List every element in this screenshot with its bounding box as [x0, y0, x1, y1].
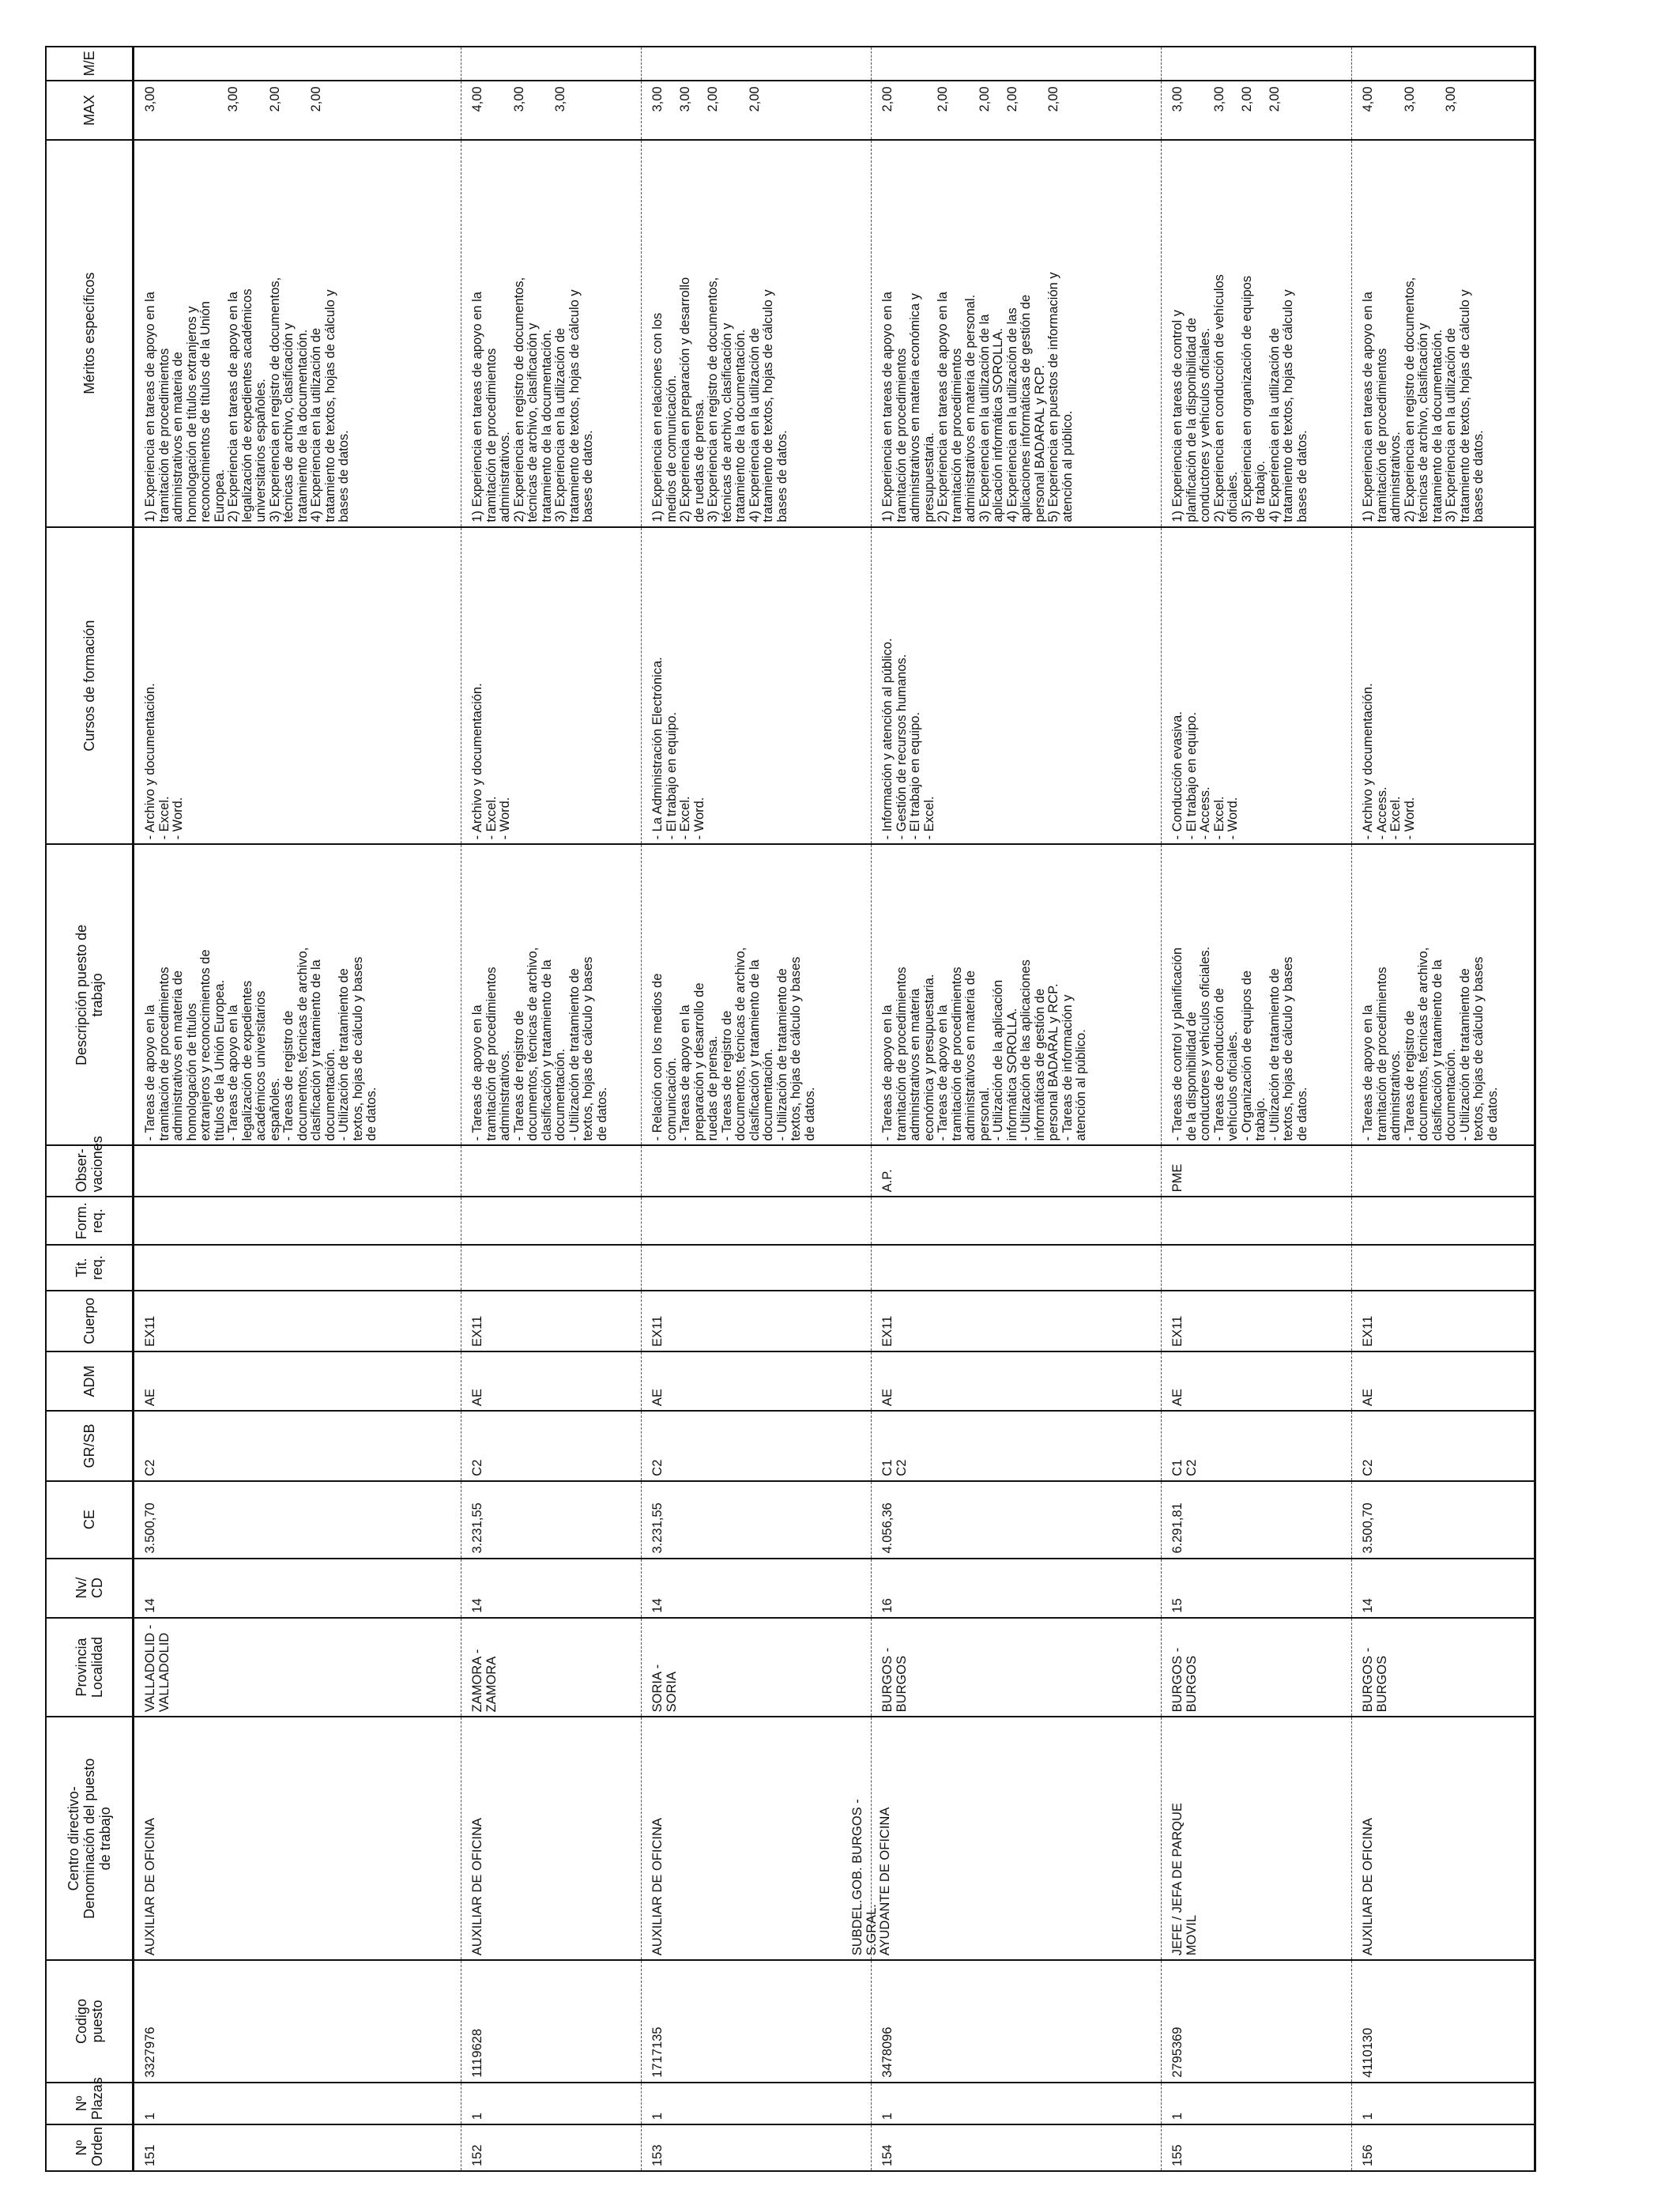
cell-centro: AUXILIAR DE OFICINA — [642, 1717, 872, 1960]
max-score: 2,00 — [267, 86, 282, 112]
cell-ce: 3.500,70 — [1352, 1481, 1535, 1559]
cell-meritos: 1) Experiencia en tareas de apoyo en la tramitación de procedimientos administrativos. 2) Experiencia en registro de documentos, técnicas de archivo, clasificación y tratamiento de la documentación. 3) Experiencia en la utilización de tratamiento de textos, hojas de cálculo y bases de datos. — [1352, 140, 1535, 527]
header-provincia: Provincia Localidad — [46, 1618, 134, 1717]
max-score: 2,00 — [747, 86, 762, 112]
cell-form — [872, 1197, 1162, 1245]
cell-max — [872, 81, 1162, 139]
cell-me — [134, 47, 461, 81]
cell-form — [1162, 1197, 1352, 1245]
cell-cursos: - Conducción evasiva. - El trabajo en equipo. - Access. - Excel. - Word. — [1162, 527, 1352, 845]
cell-cuerpo: EX11 — [642, 1291, 872, 1351]
header-me: M/E — [46, 47, 134, 81]
cell-centro: AUXILIAR DE OFICINA — [461, 1717, 642, 1960]
cell-nivel: 16 — [872, 1559, 1162, 1618]
cell-centro: JEFE / JEFA DE PARQUE MOVIL — [1162, 1717, 1352, 1960]
cell-tit — [461, 1245, 642, 1291]
cell-plazas: 1 — [1162, 2083, 1352, 2125]
cell-nivel: 14 — [1352, 1559, 1535, 1618]
max-score: 4,00 — [470, 86, 484, 112]
header-adm: ADM — [46, 1351, 134, 1411]
cell-ce: 3.231,55 — [642, 1481, 872, 1559]
cell-adm: AE — [461, 1351, 642, 1411]
table-row — [1352, 47, 1535, 2171]
cell-orden: 151 — [134, 2124, 461, 2171]
cell-tit — [872, 1245, 1162, 1291]
cell-provincia: ZAMORA - ZAMORA — [461, 1618, 642, 1717]
cell-max — [461, 81, 642, 139]
header-orden: Nº Orden — [46, 2124, 134, 2171]
cell-me — [642, 47, 872, 81]
cell-form — [461, 1197, 642, 1245]
cell-nivel: 14 — [642, 1559, 872, 1618]
cell-cursos: - Archivo y documentación. - Access. - Excel. - Word. — [1352, 527, 1535, 845]
cell-form — [1352, 1197, 1535, 1245]
header-ce: CE — [46, 1481, 134, 1559]
cell-descripcion: - Tareas de apoyo en la tramitación de procedimientos administrativos en materia de homologación de títulos extranjeros y reconocimientos de títulos de la Unión Europea. - Tareas de apoyo en la legalización de expedientes académicos universitarios españoles. - Tareas de registro de documentos, técnicas de archivo, clasificación y tratamiento de la documentación. - Utilización de tratamiento de textos, hojas de cálculo y bases de datos. — [134, 844, 461, 1145]
cell-obs: PME — [1162, 1145, 1352, 1197]
cell-max — [1352, 81, 1535, 139]
cell-meritos: 1) Experiencia en tareas de apoyo en la tramitación de procedimientos administrativos. 2) Experiencia en registro de documentos, técnicas de archivo, clasificación y tratamiento de la documentación. 3) Experiencia en la utilización de tratamiento de textos, hojas de cálculo y bases de datos. — [461, 140, 642, 527]
cell-descripcion: - Tareas de control y planificación de la disponibilidad de conductores y vehículos oficiales. - Tareas de conducción de vehículos oficiales. - Organización de equipos de trabajo. - Utilización de tratamiento de textos, hojas de cálculo y bases de datos. — [1162, 844, 1352, 1145]
cell-provincia: SORIA - SORIA — [642, 1618, 872, 1717]
max-score: 3,00 — [1211, 86, 1226, 112]
cell-plazas: 1 — [872, 2083, 1162, 2125]
cell-tit — [642, 1245, 872, 1291]
cell-nivel: 14 — [461, 1559, 642, 1618]
centro-text: SUBDEL.GOB. BURGOS - S.GRAL. AYUDANTE DE OFICINA — [850, 1799, 892, 1956]
cell-codigo: 1119628 — [461, 1960, 642, 2082]
cell-descripcion: - Relación con los medios de comunicación. - Tareas de apoyo en la preparación y desarrollo de ruedas de prensa. - Tareas de registro de documentos, técnicas de archivo, clasificación y tratamiento de la documentación. - Utilización de tratamiento de textos, hojas de cálculo y bases de datos. — [642, 844, 872, 1145]
cell-me — [461, 47, 642, 81]
cell-me — [1352, 47, 1535, 81]
cell-provincia: VALLADOLID - VALLADOLID — [134, 1618, 461, 1717]
cell-orden: 153 — [642, 2124, 872, 2171]
cell-max — [1162, 81, 1352, 139]
cell-meritos: 1) Experiencia en relaciones con los medios de comunicación. 2) Experiencia en preparación y desarrollo de ruedas de prensa. 3) Experiencia en registro de documentos, técnicas de archivo, clasificación y tratamiento de la documentación. 4) Experiencia en la utilización de tratamiento de textos, hojas de cálculo y bases de datos. — [642, 140, 872, 527]
cell-adm: AE — [134, 1351, 461, 1411]
cell-adm: AE — [1162, 1351, 1352, 1411]
header-form: Form. req. — [46, 1197, 134, 1245]
max-score: 3,00 — [553, 86, 567, 112]
cell-codigo: 3478096 — [872, 1960, 1162, 2082]
cell-nivel: 15 — [1162, 1559, 1352, 1618]
max-score: 2,00 — [1046, 86, 1060, 112]
max-score: 3,00 — [650, 86, 665, 112]
cell-descripcion: - Tareas de apoyo en la tramitación de procedimientos administrativos. - Tareas de registro de documentos, técnicas de archivo, clasificación y tratamiento de la documentación. - Utilización de tratamiento de textos, hojas de cálculo y bases de datos. — [461, 844, 642, 1145]
cell-descripcion: - Tareas de apoyo en la tramitación de procedimientos administrativos. - Tareas de registro de documentos, técnicas de archivo, clasificación y tratamiento de la documentación. - Utilización de tratamiento de textos, hojas de cálculo y bases de datos. — [1352, 844, 1535, 1145]
header-max: MAX — [46, 81, 134, 139]
cell-cuerpo: EX11 — [461, 1291, 642, 1351]
header-codigo: Codigo puesto — [46, 1960, 134, 2082]
cell-form — [642, 1197, 872, 1245]
max-score: 4,00 — [1361, 86, 1375, 112]
table-row — [134, 47, 461, 2171]
cell-grupo: C1 C2 — [872, 1411, 1162, 1481]
cell-cursos: - Información y atención al público. - Gestión de recursos humanos. - El trabajo en equipo. - Excel. — [872, 527, 1162, 845]
table-row — [461, 47, 642, 2171]
max-score: 2,00 — [977, 86, 992, 112]
cell-cuerpo: EX11 — [1162, 1291, 1352, 1351]
cell-codigo: 2795369 — [1162, 1960, 1352, 2082]
cell-codigo: 1717135 — [642, 1960, 872, 2082]
cell-tit — [1352, 1245, 1535, 1291]
cell-me — [1162, 47, 1352, 81]
table-row — [1162, 47, 1352, 2171]
cell-cuerpo: EX11 — [1352, 1291, 1535, 1351]
cell-tit — [134, 1245, 461, 1291]
table-row — [872, 47, 1162, 2171]
cell-cuerpo: EX11 — [134, 1291, 461, 1351]
max-score: 2,00 — [706, 86, 720, 112]
cell-obs — [461, 1145, 642, 1197]
cell-codigo: 4110130 — [1352, 1960, 1535, 2082]
header-obs: Obser- vaciones — [46, 1145, 134, 1197]
max-score: 3,00 — [143, 86, 157, 112]
cell-plazas: 1 — [642, 2083, 872, 2125]
cell-centro: AUXILIAR DE OFICINA — [134, 1717, 461, 1960]
max-score: 2,00 — [1004, 86, 1019, 112]
max-score: 2,00 — [880, 86, 895, 112]
cell-tit — [1162, 1245, 1352, 1291]
max-score: 3,00 — [1170, 86, 1185, 112]
header-descripcion: Descripción puesto de trabajo — [46, 844, 134, 1145]
cell-cursos: - Archivo y documentación. - Excel. - Word. — [461, 527, 642, 845]
header-plazas: Nº Plazas — [46, 2083, 134, 2125]
cell-meritos: 1) Experiencia en tareas de apoyo en la tramitación de procedimientos administrativos en materia económica y presupuestaria. 2) Experiencia en tareas de apoyo en la tramitación de procedimientos administrativos en materia de personal. 3) Experiencia en la utilización de la aplicación informática SOROLLA. 4) Experiencia en la utilización de las aplicaciones informáticas de gestión de personal BADARAL y RCP. 5) Experiencia en puestos de información y atención al público. — [872, 140, 1162, 527]
cell-grupo: C2 — [1352, 1411, 1535, 1481]
cell-provincia: BURGOS - BURGOS — [1162, 1618, 1352, 1717]
cell-orden: 154 — [872, 2124, 1162, 2171]
cell-plazas: 1 — [1352, 2083, 1535, 2125]
cell-ce: 3.500,70 — [134, 1481, 461, 1559]
cell-max — [134, 81, 461, 139]
header-grupo: GR/SB — [46, 1411, 134, 1481]
cell-adm: AE — [642, 1351, 872, 1411]
max-score: 3,00 — [1444, 86, 1458, 112]
header-cuerpo: Cuerpo — [46, 1291, 134, 1351]
header-centro: Centro directivo- Denominación del puesto de trabajo — [46, 1717, 134, 1960]
max-score: 2,00 — [309, 86, 323, 112]
max-score: 3,00 — [1402, 86, 1417, 112]
header-cursos: Cursos de formación — [46, 527, 134, 845]
cell-centro: AUXILIAR DE OFICINA — [1352, 1717, 1535, 1960]
cell-grupo: C2 — [461, 1411, 642, 1481]
cell-max — [642, 81, 872, 139]
cell-plazas: 1 — [461, 2083, 642, 2125]
max-score: 2,00 — [1267, 86, 1282, 112]
header-row — [46, 47, 134, 2171]
max-score: 3,00 — [678, 86, 692, 112]
cell-adm: AE — [872, 1351, 1162, 1411]
cell-cursos: - Archivo y documentación. - Excel. - Word. — [134, 527, 461, 845]
max-score: 2,00 — [1239, 86, 1254, 112]
cell-ce: 4.056,36 — [872, 1481, 1162, 1559]
cell-grupo: C2 — [642, 1411, 872, 1481]
header-tit: Tit. req. — [46, 1245, 134, 1291]
cell-me — [872, 47, 1162, 81]
cell-orden: 152 — [461, 2124, 642, 2171]
job-positions-table — [45, 46, 1536, 2172]
cell-descripcion: - Tareas de apoyo en la tramitación de procedimientos administrativos en materia económica y presupuestaria. - Tareas de apoyo en la tramitación de procedimientos administrativos en materia de personal. - Utilización de la aplicación informática SOROLLA. - Utilización de las aplicaciones informáticas de gestión de personal BADARAL y RCP. - Tareas de información y atención al público. — [872, 844, 1162, 1145]
max-score: 3,00 — [511, 86, 526, 112]
cell-obs — [642, 1145, 872, 1197]
cell-obs — [134, 1145, 461, 1197]
max-score: 3,00 — [226, 86, 240, 112]
cell-orden: 156 — [1352, 2124, 1535, 2171]
header-meritos: Méritos específicos — [46, 140, 134, 527]
cell-orden: 155 — [1162, 2124, 1352, 2171]
cell-provincia: BURGOS - BURGOS — [872, 1618, 1162, 1717]
max-score: 2,00 — [936, 86, 950, 112]
cell-meritos: 1) Experiencia en tareas de apoyo en la tramitación de procedimientos administrativos en materia de homologación de títulos extranjeros y reconocimientos de títulos de la Unión Europea. 2) Experiencia en tareas de apoyo en la legalización de expedientes académicos universitarios españoles. 3) Experiencia en registro de documentos, técnicas de archivo, clasificación y tratamiento de la documentación. 4) Experiencia en la utilización de tratamiento de textos, hojas de cálculo y bases de datos. — [134, 140, 461, 527]
cell-codigo: 3327976 — [134, 1960, 461, 2082]
cell-obs — [1352, 1145, 1535, 1197]
cell-cursos: - La Administración Electrónica. - El trabajo en equipo. - Excel. - Word. — [642, 527, 872, 845]
cell-obs: A.P. — [872, 1145, 1162, 1197]
cell-ce: 3.231,55 — [461, 1481, 642, 1559]
cell-ce: 6.291,81 — [1162, 1481, 1352, 1559]
header-nivel: Nv/ CD — [46, 1559, 134, 1618]
cell-grupo: C1 C2 — [1162, 1411, 1352, 1481]
cell-form — [134, 1197, 461, 1245]
cell-plazas: 1 — [134, 2083, 461, 2125]
cell-adm: AE — [1352, 1351, 1535, 1411]
cell-cuerpo: EX11 — [872, 1291, 1162, 1351]
cell-nivel: 14 — [134, 1559, 461, 1618]
cell-centro — [850, 1717, 1162, 1960]
table-row — [642, 47, 872, 2171]
cell-provincia: BURGOS - BURGOS — [1352, 1618, 1535, 1717]
cell-meritos: 1) Experiencia en tareas de control y planificación de la disponibilidad de conductores y vehículos oficiales. 2) Experiencia en conducción de vehículos oficiales. 3) Experiencia en organización de equipos de trabajo. 4) Experiencia en la utilización de tratamiento de textos, hojas de cálculo y bases de datos. — [1162, 140, 1352, 527]
cell-grupo: C2 — [134, 1411, 461, 1481]
